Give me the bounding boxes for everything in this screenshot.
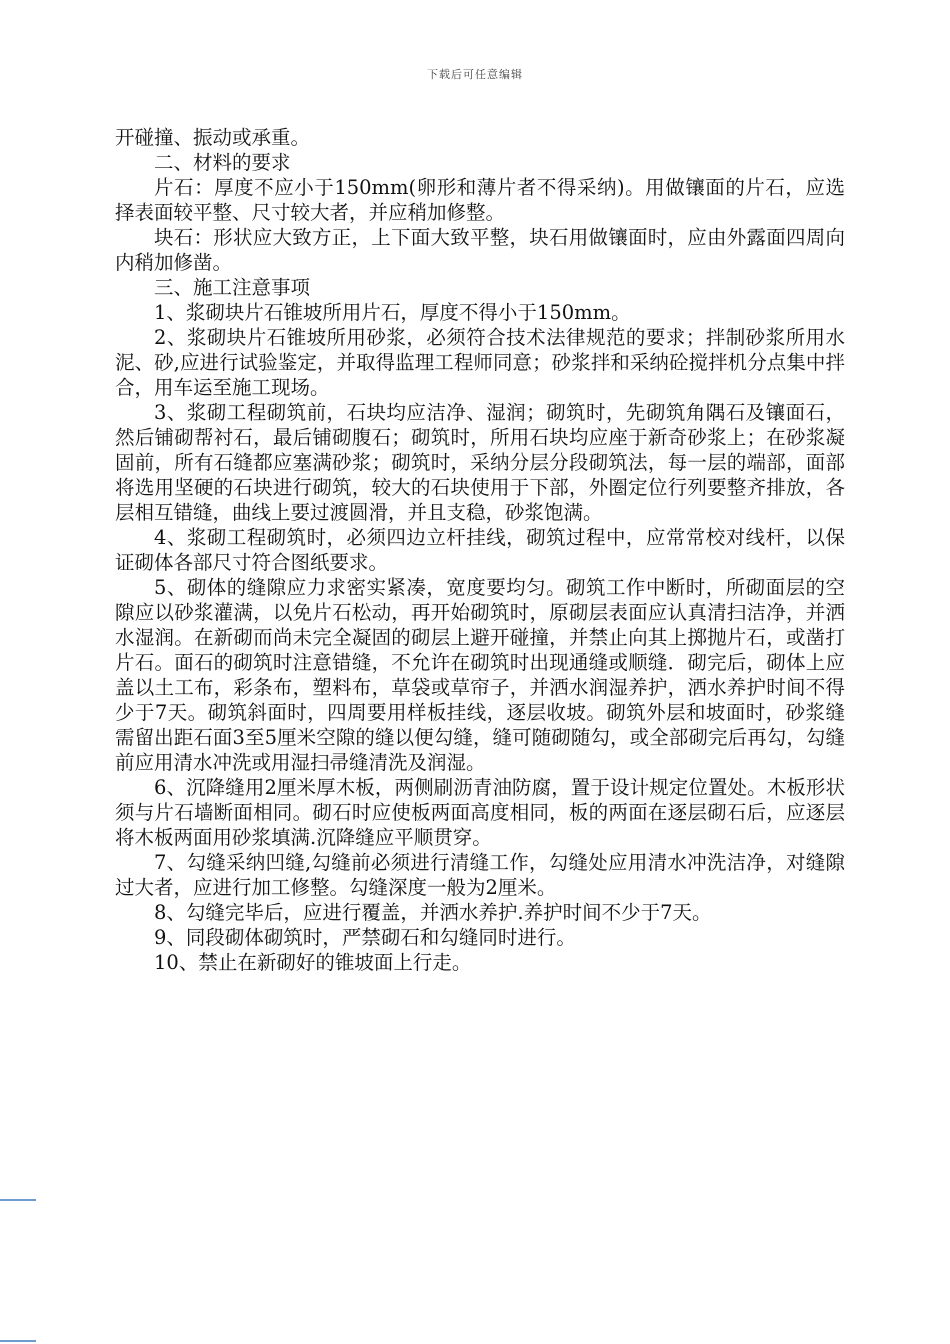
paragraph-block-stone: 块石：形状应大致方正，上下面大致平整，块石用做镶面时，应由外露面四周向内稍加修凿。 bbox=[115, 226, 845, 274]
list-item-5: 5、砌体的缝隙应力求密实紧凑，宽度要均匀。砌筑工作中断时，所砌面层的空隙应以砂浆灌满，以免片石松动，再开始砌筑时，原砌层表面应认真清扫洁净，并洒水湿润。在新砌而尚未完全凝固的砌层上避开碰撞，并禁止向其上掷抛片石，或凿打片石。面石的砌筑时注意错缝，不允许在砌筑时出现通缝或顺缝．砌完后，砌体上应盖以土工布，彩条布，塑料布，草袋或草帘子，并洒水润湿养护，洒水养护时间不得少于7天。砌筑斜面时，四周要用样板挂线，逐层收坡。砌筑外层和坡面时，砂浆缝需留出距石面3至5厘米空隙的缝以便勾缝，缝可随砌随勾，或全部砌完后再勾，勾缝前应用清水冲洗或用湿扫帚缝清洗及润湿。 bbox=[115, 576, 845, 774]
list-item-3: 3、浆砌工程砌筑前，石块均应洁净、湿润；砌筑时，先砌筑角隅石及镶面石，然后铺砌帮衬石，最后铺砌腹石；砌筑时，所用石块均应座于新奇砂浆上；在砂浆凝固前，所有石缝都应塞满砂浆；砌筑时，采纳分层分段砌筑法，每一层的端部，面部将选用坚硬的石块进行砌筑，较大的石块使用于下部，外圈定位行列要整齐排放，各层相互错缝，曲线上要过渡圆滑，并且支稳，砂浆饱满。 bbox=[115, 401, 845, 524]
list-item-10: 10、禁止在新砌好的锥坡面上行走。 bbox=[154, 951, 472, 974]
list-item-6: 6、沉降缝用2厘米厚木板，两侧刷沥青油防腐，置于设计规定位置处。木板形状须与片石墙断面相同。砌石时应使板两面高度相同，板的两面在逐层砌石后，应逐层将木板两面用砂浆填满.沉降缝应平顺贯穿。 bbox=[115, 776, 845, 849]
section-heading-precautions: 三、施工注意事项 bbox=[154, 276, 311, 299]
page-header-note: 下载后可任意编辑 bbox=[427, 68, 523, 81]
page-edge-marker bbox=[0, 1340, 36, 1342]
list-item-8: 8、勾缝完毕后，应进行覆盖，并洒水养护.养护时间不少于7天。 bbox=[154, 901, 712, 924]
list-item-7: 7、勾缝采纳凹缝,勾缝前必须进行清缝工作，勾缝处应用清水冲洗洁净，对缝隙过大者，应进行加工修整。勾缝深度一般为2厘米。 bbox=[115, 851, 845, 899]
paragraph-continuation: 开碰撞、振动或承重。 bbox=[115, 126, 311, 149]
list-item-4: 4、浆砌工程砌筑时，必须四边立杆挂线，砌筑过程中，应常常校对线杆，以保证砌体各部尺寸符合图纸要求。 bbox=[115, 526, 845, 574]
list-item-2: 2、浆砌块片石锥坡所用砂浆，必须符合技术法律规范的要求；拌制砂浆所用水泥、砂,应进行试验鉴定，并取得监理工程师同意；砂浆拌和采纳砼搅拌机分点集中拌合，用车运至施工现场。 bbox=[115, 326, 845, 399]
list-item-9: 9、同段砌体砌筑时，严禁砌石和勾缝同时进行。 bbox=[154, 926, 576, 949]
section-heading-materials: 二、材料的要求 bbox=[154, 151, 291, 174]
page-edge-marker bbox=[0, 1199, 36, 1201]
paragraph-flagstone: 片石：厚度不应小于150mm(卵形和薄片者不得采纳)。用做镶面的片石，应选择表面较平整、尺寸较大者，并应稍加修整。 bbox=[115, 176, 845, 224]
document-body bbox=[115, 125, 845, 975]
list-item-1: 1、浆砌块片石锥坡所用片石，厚度不得小于150mm。 bbox=[154, 301, 631, 324]
